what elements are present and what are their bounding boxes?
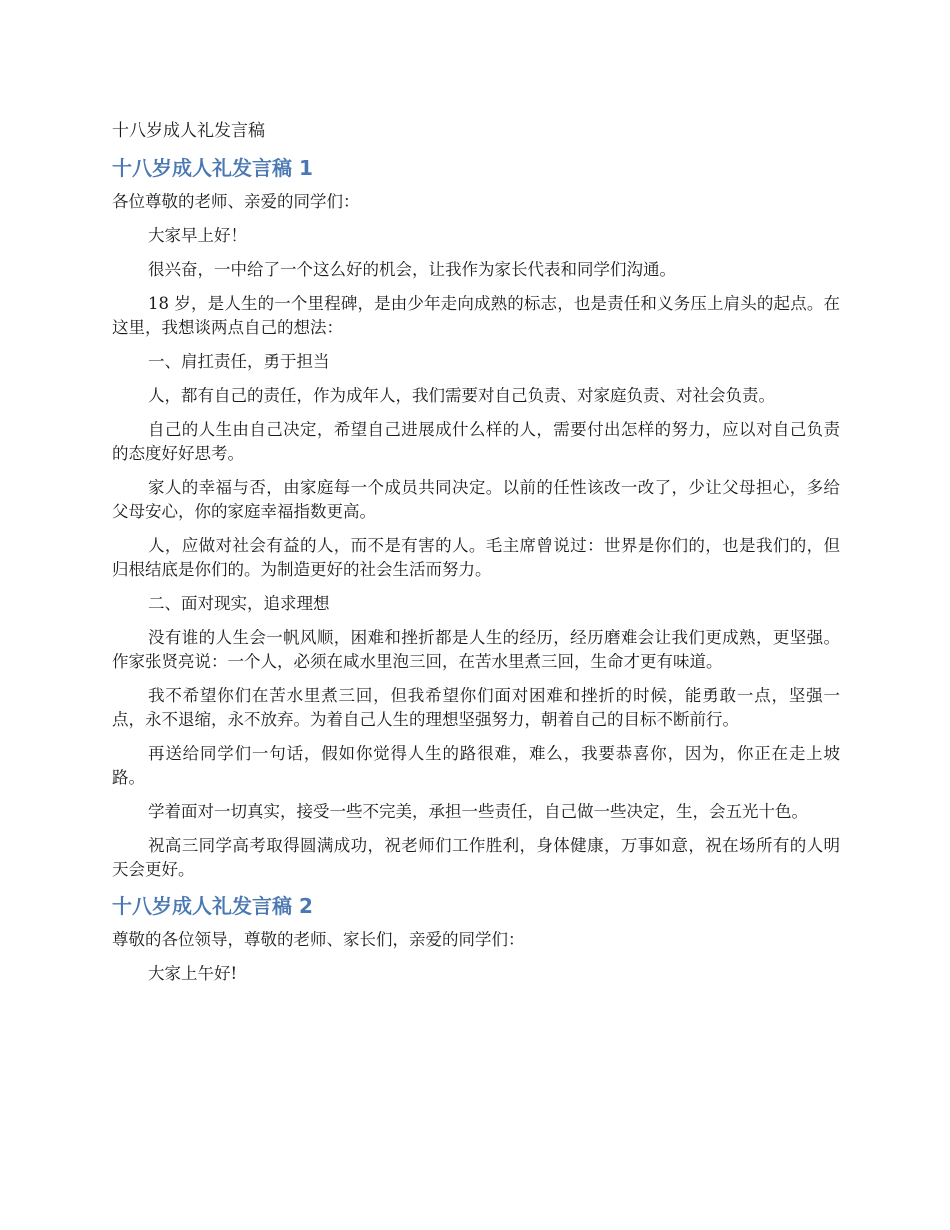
greeting-paragraph: 尊敬的各位领导，尊敬的老师、家长们，亲爱的同学们： [112,930,525,949]
paragraph: 没有谁的人生会一帆风顺，困难和挫折都是人生的经历，经历磨难会让我们更成熟，更坚强。作家张贤亮说：一个人，必须在咸水里泡三回，在苦水里煮三回，生命才更有味道。 [112,628,840,671]
subheading-paragraph: 二、面对现实，追求理想 [148,594,330,613]
section-2 [112,892,840,986]
paragraph: 我不希望你们在苦水里煮三回，但我希望你们面对困难和挫折的时候，能勇敢一点，坚强一点，永不退缩，永不放弃。为着自己人生的理想坚强努力，朝着自己的目标不断前行。 [112,686,840,729]
paragraph: 很兴奋，一中给了一个这么好的机会，让我作为家长代表和同学们沟通。 [148,260,676,279]
paragraph: 大家早上好！ [148,226,247,245]
paragraph: 大家上午好! [148,964,238,983]
paragraph: 再送给同学们一句话，假如你觉得人生的路很难，难么，我要恭喜你，因为，你正在走上坡路。 [112,744,840,787]
paragraph: 人，应做对社会有益的人，而不是有害的人。毛主席曾说过：世界是你们的，也是我们的，但归根结底是你们的。为制造更好的社会生活而努力。 [112,536,840,579]
paragraph: 学着面对一切真实，接受一些不完美，承担一些责任，自己做一些决定，生，会五光十色。 [148,802,808,821]
section-heading: 十八岁成人礼发言稿 1 [112,156,313,180]
paragraph: 祝高三同学高考取得圆满成功，祝老师们工作胜利，身体健康，万事如意，祝在场所有的人明天会更好。 [112,836,840,879]
subheading-paragraph: 一、肩扛责任，勇于担当 [148,352,330,371]
paragraph: 18 岁，是人生的一个里程碑，是由少年走向成熟的标志，也是责任和义务压上肩头的起点。在这里，我想谈两点自己的想法： [112,294,840,337]
paragraph: 人，都有自己的责任，作为成年人，我们需要对自己负责、对家庭负责、对社会负责。 [148,386,775,405]
paragraph: 家人的幸福与否，由家庭每一个成员共同决定。以前的任性该改一改了，少让父母担心，多给父母安心，你的家庭幸福指数更高。 [112,478,840,521]
section-1 [112,154,840,882]
document-page [112,118,840,996]
section-heading: 十八岁成人礼发言稿 2 [112,894,313,918]
greeting-paragraph: 各位尊敬的老师、亲爱的同学们： [112,192,360,211]
paragraph: 自己的人生由自己决定，希望自己进展成什么样的人，需要付出怎样的努力，应以对自己负责的态度好好思考。 [112,420,840,463]
document-title: 十八岁成人礼发言稿 [112,121,265,141]
